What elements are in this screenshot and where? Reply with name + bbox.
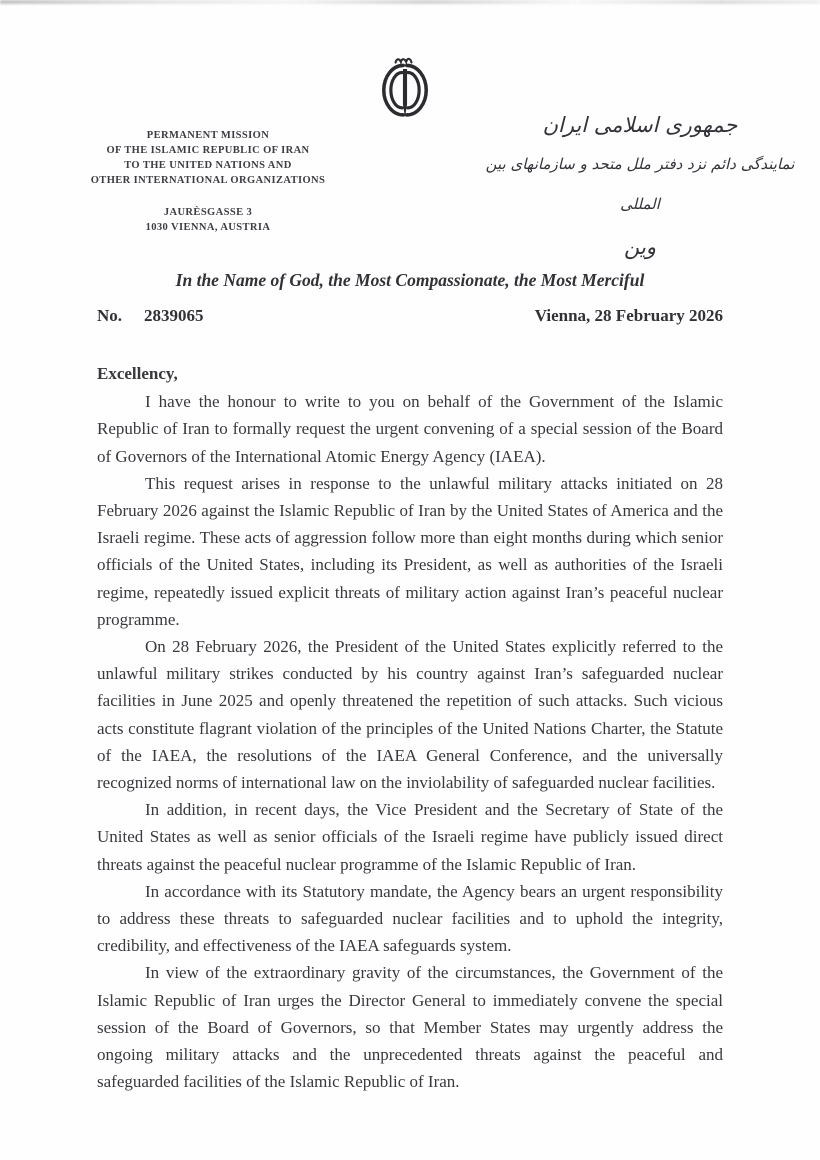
body-paragraph: In accordance with its Statutory mandate, the Agency bears an urgent responsibility to address these threats to safeguarded nuclear facilities and to uphold the integrity, credibility, and effectiveness of the IAEA safeguards system.: [97, 881, 723, 956]
invocation-line: In the Name of God, the Most Compassionate, the Most Merciful: [175, 270, 645, 290]
reference-left: [97, 306, 204, 326]
mission-line: TO THE UNITED NATIONS AND: [124, 160, 292, 171]
reference-label: No.: [97, 306, 123, 325]
persian-calligraphy-block: [478, 106, 802, 270]
persian-line: نمایندگی دائم نزد دفتر ملل متحد و سازمانهای بین المللی: [485, 155, 795, 213]
body-paragraph: In addition, in recent days, the Vice President and the Secretary of State of the United States as well as senior officials of the Israeli regime have publicly issued direct threats against the peaceful nuclear programme of the Islamic Republic of Iran.: [97, 800, 723, 874]
body-paragraph: This request arises in response to the unlawful military attacks initiated on 28 February 2026 against the Islamic Republic of Iran by the United States of America and the Israeli regime. These acts of aggression follow more than eight months during which senior officials of the United States, including its President, as well as authorities of the Israeli regime, repeatedly issued explicit threats of military action against Iran’s peaceful nuclear programme.: [97, 473, 723, 629]
scan-artifact-top-edge: [0, 0, 820, 4]
mission-line: PERMANENT MISSION: [146, 130, 270, 141]
persian-line: وین: [624, 235, 656, 259]
mission-line: OF THE ISLAMIC REPUBLIC OF IRAN: [106, 145, 310, 156]
mission-name-block: [62, 128, 354, 188]
body-paragraph: On 28 February 2026, the President of the United States explicitly referred to the unlawful military strikes conducted by his country against Iran’s safeguarded nuclear facilities in June 2025 and openly threatened the repetition of such attacks. Such vicious acts constitute flagrant violation of the principles of the United Nations Charter, the Statute of the IAEA, the resolutions of the IAEA General Conference, and the universally recognized norms of international law on the inviolability of safeguarded nuclear facilities.: [97, 637, 723, 793]
iran-emblem-icon: [373, 56, 437, 122]
letter-body: [97, 360, 723, 1095]
reference-row: [97, 306, 723, 326]
mission-line: OTHER INTERNATIONAL ORGANIZATIONS: [90, 175, 326, 186]
reference-number: 2839065: [144, 306, 204, 325]
salutation: Excellency,: [97, 364, 178, 383]
body-paragraph: In view of the extraordinary gravity of the circumstances, the Government of the Islamic Republic of Iran urges the Director General to immediately convene the special session of the Board of Governors, so that Member States may urgently address the ongoing military attacks and the unprecedented threats against the peaceful and safeguarded facilities of the Islamic Republic of Iran.: [97, 963, 723, 1092]
dateline: Vienna, 28 February 2026: [534, 306, 723, 325]
persian-line: جمهوری اسلامی ایران: [542, 113, 738, 137]
address-line: 1030 VIENNA, AUSTRIA: [145, 222, 271, 233]
mission-address-block: [62, 205, 354, 235]
address-line: JAURÈSGASSE 3: [163, 207, 253, 218]
body-paragraph: I have the honour to write to you on behalf of the Government of the Islamic Republic of Iran to formally request the urgent convening of a special session of the Board of Governors of the International Atomic Energy Agency (IAEA).: [97, 392, 723, 466]
